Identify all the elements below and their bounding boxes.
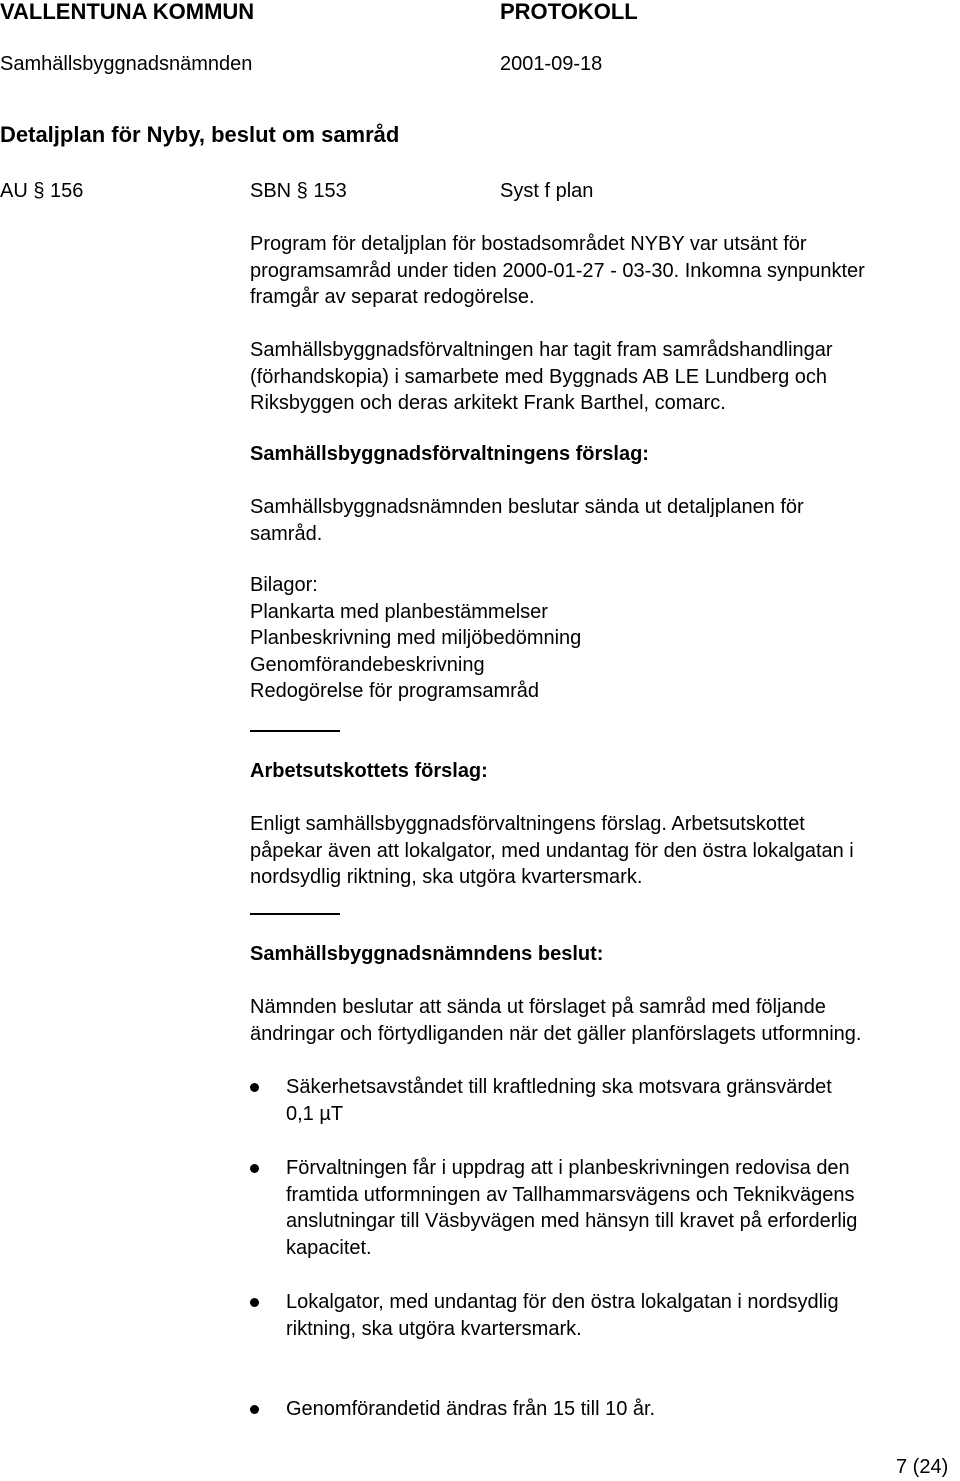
au-proposal-line: påpekar även att lokalgator, med undantag för den östra lokalgatan i [250,839,854,862]
bullet-line: Säkerhetsavståndet till kraftledning ska motsvara gränsvärdet [286,1076,832,1098]
bullet-line: kapacitet. [286,1236,372,1259]
au-proposal-line: nordsydlig riktning, ska utgöra kvartersmark. [250,866,643,888]
bullet-icon [250,1405,259,1414]
decision-line: Nämnden beslutar att sända ut förslaget på samråd med följande [250,996,826,1018]
intro-line: framgår av separat redogörelse. [250,286,535,308]
bullet-line: riktning, ska utgöra kvartersmark. [286,1317,582,1340]
proposal-paragraph [250,494,804,547]
prep-line: Samhällsbyggnadsförvaltningen har tagit fram samrådshandlingar [250,339,833,361]
sbn-reference: SBN § 153 [250,180,347,202]
document-type: PROTOKOLL [500,0,638,24]
decision-bullet [286,1074,832,1127]
attachment-item: Plankarta med planbestämmelser [250,600,548,623]
intro-paragraph [250,231,865,311]
au-proposal-heading: Arbetsutskottets förslag: [250,760,488,782]
attachments-list [250,572,581,705]
au-reference: AU § 156 [0,180,84,202]
attachment-item: Planbeskrivning med miljöbedömning [250,627,582,649]
proposal-heading: Samhällsbyggnadsförvaltningens förslag: [250,443,649,465]
meeting-date: 2001-09-18 [500,53,603,75]
bullet-icon [250,1083,259,1092]
proposal-line: samråd. [250,522,323,545]
page-number: 7 (24) [896,1456,949,1478]
separator-line [250,913,340,915]
au-proposal-line: Enligt samhällsbyggnadsförvaltningens förslag. Arbetsutskottet [250,813,805,835]
intro-line: programsamråd under tiden 2000-01-27 - 03-30. Inkomna synpunkter [250,259,865,282]
bullet-icon [250,1164,259,1173]
bullet-line: Förvaltningen får i uppdrag att i planbeskrivningen redovisa den [286,1157,850,1179]
decision-heading: Samhällsbyggnadsnämndens beslut: [250,943,604,965]
bullet-line: anslutningar till Väsbyvägen med hänsyn till kravet på erforderlig [286,1210,858,1232]
org-name: VALLENTUNA KOMMUN [0,0,255,24]
bullet-line: Lokalgator, med undantag för den östra lokalgatan i nordsydlig [286,1291,839,1313]
prep-line: Riksbyggen och deras arkitekt Frank Barthel, comarc. [250,392,726,414]
attachments-heading: Bilagor: [250,574,318,596]
separator-line [250,730,340,732]
attachment-item: Redogörelse för programsamråd [250,680,540,702]
decision-bullet [286,1155,857,1261]
decision-bullet [286,1396,655,1423]
decision-line: ändringar och förtydliganden när det gäller planförslagets utformning. [250,1022,862,1045]
bullet-icon [250,1298,259,1307]
attachment-item: Genomförandebeskrivning [250,653,485,676]
bullet-line: framtida utformningen av Tallhammarsvägens och Teknikvägens [286,1183,855,1206]
decision-bullet [286,1289,839,1342]
proposal-line: Samhällsbyggnadsnämnden beslutar sända ut detaljplanen för [250,496,804,518]
intro-line: Program för detaljplan för bostadsområdet NYBY var utsänt för [250,233,807,255]
diary-reference: Syst f plan [500,180,594,202]
page-title: Detaljplan för Nyby, beslut om samråd [0,122,400,147]
committee-name: Samhällsbyggnadsnämnden [0,53,253,75]
preparation-paragraph [250,337,833,417]
bullet-line: 0,1 µT [286,1102,344,1125]
bullet-line: Genomförandetid ändras från 15 till 10 år. [286,1398,656,1420]
decision-paragraph [250,994,861,1047]
prep-line: (förhandskopia) i samarbete med Byggnads AB LE Lundberg och [250,365,828,388]
au-proposal-paragraph [250,811,854,891]
